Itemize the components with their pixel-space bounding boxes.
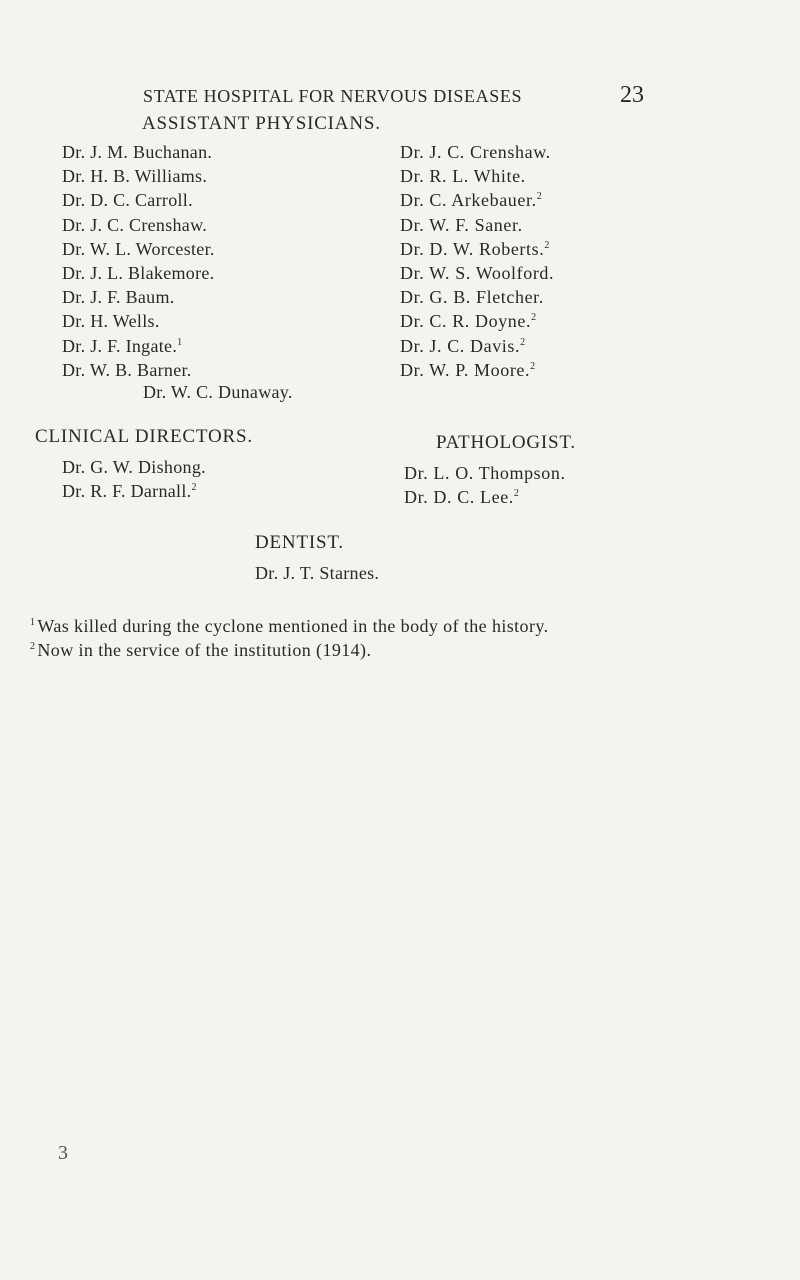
- clinical-director-entry: Dr. R. F. Darnall.$^2$: [62, 481, 197, 501]
- physician-entry: Dr. W. P. Moore.$^2$: [400, 359, 536, 380]
- physician-entry: Dr. D. C. Carroll.: [62, 190, 193, 211]
- physician-entry: Dr. C. Arkebauer.$^2$: [400, 190, 543, 211]
- physician-entry-centered: Dr. W. C. Dunaway.: [143, 382, 293, 402]
- physician-entry: Dr. G. B. Fletcher.: [400, 287, 544, 308]
- assistant-physicians-right-column: [400, 140, 554, 382]
- physician-entry: Dr. J. F. Ingate.$^1$: [62, 335, 183, 356]
- assistant-physicians-heading: ASSISTANT PHYSICIANS.: [142, 113, 381, 134]
- signature-mark: 3: [58, 1142, 68, 1164]
- dentist-heading: DENTIST.: [255, 532, 344, 553]
- physician-entry: Dr. R. L. White.: [400, 166, 526, 187]
- physician-entry: Dr. C. R. Doyne.$^2$: [400, 311, 537, 332]
- assistant-physicians-left-column: [62, 140, 215, 382]
- physician-entry: Dr. J. C. Davis.$^2$: [400, 335, 526, 356]
- page-number: 23: [620, 82, 644, 108]
- clinical-directors-heading: CLINICAL DIRECTORS.: [35, 426, 253, 447]
- pathologist-entry: Dr. L. O. Thompson.: [404, 463, 566, 483]
- pathologist-entry: Dr. D. C. Lee.$^2$: [404, 487, 520, 507]
- pathologist-heading: PATHOLOGIST.: [436, 432, 576, 453]
- physician-entry: Dr. J. F. Baum.: [62, 287, 175, 308]
- physician-entry: Dr. J. C. Crenshaw.: [62, 214, 208, 235]
- dentist-entry: Dr. J. T. Starnes.: [255, 563, 380, 583]
- physician-entry: Dr. W. B. Barner.: [62, 359, 192, 380]
- physician-entry: Dr. D. W. Roberts.$^2$: [400, 238, 550, 259]
- physician-entry: Dr. J. C. Crenshaw.: [400, 142, 551, 162]
- physician-entry: Dr. H. B. Williams.: [62, 166, 208, 187]
- physician-entry: Dr. W. L. Worcester.: [62, 238, 215, 259]
- physician-entry: Dr. J. M. Buchanan.: [62, 142, 213, 162]
- physician-entry: Dr. W. F. Saner.: [400, 214, 523, 235]
- clinical-director-entry: Dr. G. W. Dishong.: [62, 457, 206, 477]
- footnote-1: $^1$ Was killed during the cyclone mentioned in the body of the history.: [30, 616, 549, 636]
- running-head-title: STATE HOSPITAL FOR NERVOUS DISEASES: [143, 86, 523, 106]
- footnote-2: $^2$ Now in the service of the institution (1914).: [30, 640, 372, 660]
- physician-entry: Dr. J. L. Blakemore.: [62, 262, 215, 283]
- physician-entry: Dr. H. Wells.: [62, 311, 160, 332]
- physician-entry: Dr. W. S. Woolford.: [400, 262, 555, 283]
